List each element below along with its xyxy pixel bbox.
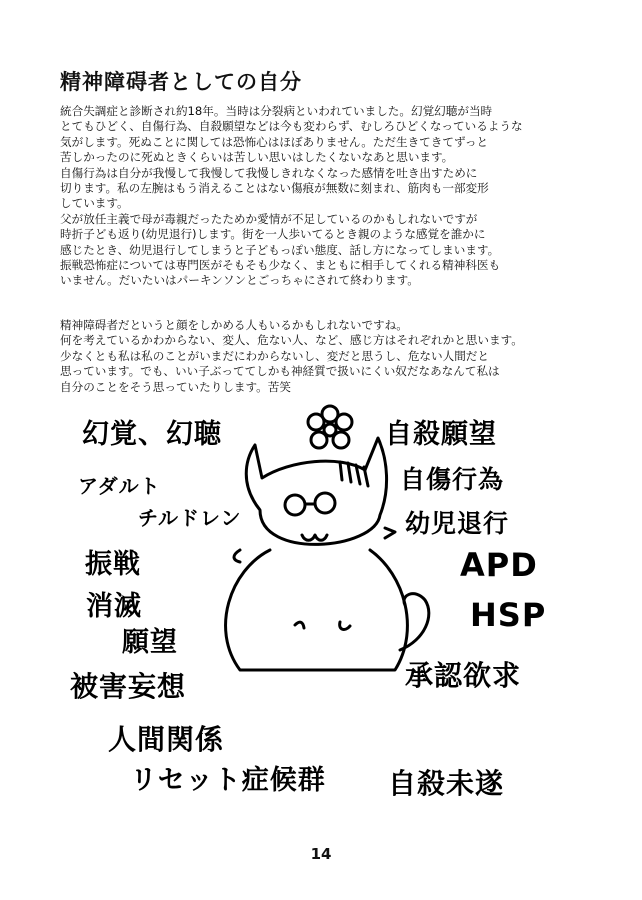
text-line: 切ります。私の左腕はもう消えることはない傷痕が無数に刻まれ、筋肉も一部変形 [60, 181, 489, 196]
text-line: 苦しかったのに死ぬときくらいは苦しい思いはしたくないなあと思います。 [60, 150, 454, 165]
text-line: 統合失調症と診断され約18年。当時は分裂病といわれていました。幻覚幻聴が当時 [60, 104, 493, 118]
text-line: 気がします。死ぬことに関しては恐怖心はほぼありません。ただ生きてきてずっと [60, 134, 489, 149]
word-relations: 人間関係 [108, 723, 225, 756]
text-line: 何を考えているかわからない、変人、危ない人、など、感じ方はそれぞれかと思います。 [60, 333, 523, 348]
text-line: 精神障碍者だというと顔をしかめる人もいるかもしれないですね。 [60, 318, 408, 332]
text-line: 振戦恐怖症については専門医がそもそも少なく、まともに相手してくれる精神科医も [60, 258, 501, 273]
text-line: 感じたとき、幼児退行してしまうと子どもっぽい態度、話し方になってしまいます。 [60, 242, 500, 257]
text-line: 時折子ども返り(幼児退行)します。街を一人歩いてるとき親のような感覚を誰かに [60, 227, 486, 242]
text-line: 少なくとも私は私のことがいまだにわからないし、変だと思うし、危ない人間だと [60, 348, 489, 363]
word-tremor: 振戦 [85, 549, 141, 580]
page-number: 14 [310, 845, 332, 863]
text-line: しています。 [60, 196, 129, 211]
text-line: 父が放任主義で母が毒親だったためか愛情が不足しているのかもしれないですが [60, 211, 478, 226]
word-suicidal-wish: 自殺願望 [385, 419, 497, 450]
paragraph-history [60, 104, 600, 289]
word-children: チルドレン [138, 506, 242, 530]
paragraph-self-view [60, 318, 600, 395]
text-line: 自傷行為は自分が我慢して我慢して我慢しきれなくなった感情を吐き出すために [60, 165, 478, 180]
word-wish: 願望 [122, 627, 178, 658]
word-suicide-attempt: 自殺未遂 [388, 767, 505, 800]
text-line: いません。だいたいはパーキンソンとごっちゃにされて終わります。 [60, 273, 419, 288]
word-adult: アダルト [78, 474, 161, 498]
word-self-harm: 自傷行為 [400, 465, 505, 494]
text-line: 自分のことをそう思っていたりします。苦笑 [60, 379, 291, 394]
word-approval: 承認欲求 [405, 659, 522, 692]
word-vanish: 消滅 [86, 591, 142, 622]
text-line: とてもひどく、自傷行為、自殺願望などは今も変わらず、むしろひどくなっているような [60, 119, 523, 134]
word-apd: APD [460, 546, 538, 584]
word-hsp: HSP [470, 596, 547, 634]
word-hallucination: 幻覚、幻聴 [82, 419, 222, 450]
text-line: 思っています。でも、いい子ぶっててしかも神経質で扱いにくい奴だなあなんて私は [60, 364, 500, 379]
page-title: 精神障碍者としての自分 [60, 70, 302, 94]
word-reset-syndrome: リセット症候群 [130, 765, 326, 796]
word-persecution: 被害妄想 [70, 670, 187, 703]
word-regression: 幼児退行 [405, 509, 510, 538]
